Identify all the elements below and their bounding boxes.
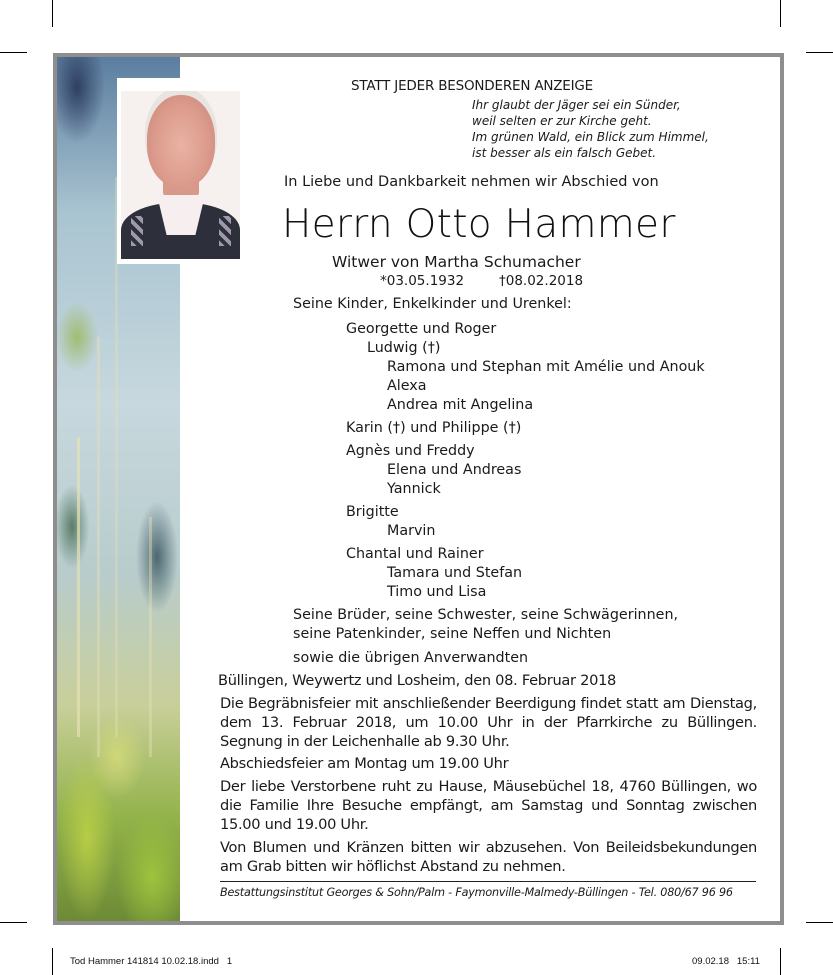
portrait-image: [121, 91, 240, 259]
family-member: Ludwig (†): [367, 340, 441, 356]
intro-text: In Liebe und Dankbarkeit nehmen wir Abschied von: [284, 174, 659, 190]
widower-line: Witwer von Martha Schumacher: [332, 253, 581, 271]
crop-mark-bottom-left: [52, 948, 53, 975]
family-member: Karin (†) und Philippe (†): [346, 420, 522, 436]
family-member: Ramona und Stephan mit Amélie und Anouk: [387, 359, 705, 375]
relatives-line: Seine Brüder, seine Schwester, seine Schwägerinnen,: [293, 607, 679, 623]
poem: [472, 97, 709, 161]
relatives-line: sowie die übrigen Anverwandten: [293, 650, 529, 666]
crop-mark-bottom-right: [780, 948, 781, 975]
family-member: Elena und Andreas: [387, 462, 522, 478]
portrait-photo: [117, 78, 242, 264]
family-member: Brigitte: [346, 504, 399, 520]
birth-date: *03.05.1932: [380, 273, 465, 289]
flowers-condolences: Von Blumen und Kränzen bitten wir abzusehen. Von Beileidsbekundungen am Grab bitten wir höflichst Abstand zu nehmen.: [220, 839, 757, 875]
divider-line: [220, 881, 756, 882]
print-slug-file: Tod Hammer 141814 10.02.18.indd 1: [70, 956, 233, 967]
crop-mark-left-bottom: [0, 922, 27, 923]
crop-mark-right-top: [806, 52, 833, 53]
family-heading: Seine Kinder, Enkelkinder und Urenkel:: [293, 296, 572, 312]
relatives-line: seine Patenkinder, seine Neffen und Nichten: [293, 626, 612, 642]
family-member: Marvin: [387, 523, 436, 539]
deceased-name: Herrn Otto Hammer: [282, 202, 676, 247]
visitation-details: Der liebe Verstorbene ruht zu Hause, Mäusebüchel 18, 4760 Büllingen, wo die Familie Ihre Besuche empfängt, am Samstag und Sonntag zwischen 15.00 und 19.00 Uhr.: [220, 778, 757, 833]
family-member: Timo und Lisa: [387, 584, 487, 600]
farewell-ceremony: Abschiedsfeier am Montag um 19.00 Uhr: [220, 755, 509, 772]
family-member: Georgette und Roger: [346, 321, 497, 337]
family-member: Andrea mit Angelina: [387, 397, 534, 413]
crop-mark-left-top: [0, 52, 27, 53]
family-member: Tamara und Stefan: [387, 565, 523, 581]
poem-line: weil selten er zur Kirche geht.: [472, 114, 652, 128]
crop-mark-right-bottom: [806, 922, 833, 923]
poem-line: Im grünen Wald, ein Blick zum Himmel,: [472, 130, 709, 144]
obituary-frame: [53, 53, 784, 925]
family-member: Yannick: [387, 481, 441, 497]
print-slug-timestamp: 09.02.18 15:11: [692, 956, 760, 967]
family-member: Alexa: [387, 378, 427, 394]
poem-line: Ihr glaubt der Jäger sei ein Sünder,: [472, 98, 681, 112]
crop-mark-top-left: [52, 0, 53, 27]
funeral-home: Bestattungsinstitut Georges & Sohn/Palm - Faymonville-Malmedy-Büllingen - Tel. 080/67 96 96: [220, 886, 733, 899]
family-member: Agnès und Freddy: [346, 443, 475, 459]
header-notice: STATT JEDER BESONDEREN ANZEIGE: [351, 78, 594, 94]
place-date: Büllingen, Weywertz und Losheim, den 08. Februar 2018: [218, 672, 617, 689]
crop-mark-top-right: [780, 0, 781, 27]
funeral-details: Die Begräbnisfeier mit anschließender Beerdigung findet statt am Dienstag, dem 13. Februar 2018, um 10.00 Uhr in der Pfarrkirche zu Büllingen. Segnung in der Leichenhalle ab 9.30 Uhr.: [220, 695, 757, 750]
death-date: †08.02.2018: [499, 273, 584, 289]
poem-line: ist besser als ein falsch Gebet.: [472, 146, 657, 160]
family-member: Chantal und Rainer: [346, 546, 484, 562]
